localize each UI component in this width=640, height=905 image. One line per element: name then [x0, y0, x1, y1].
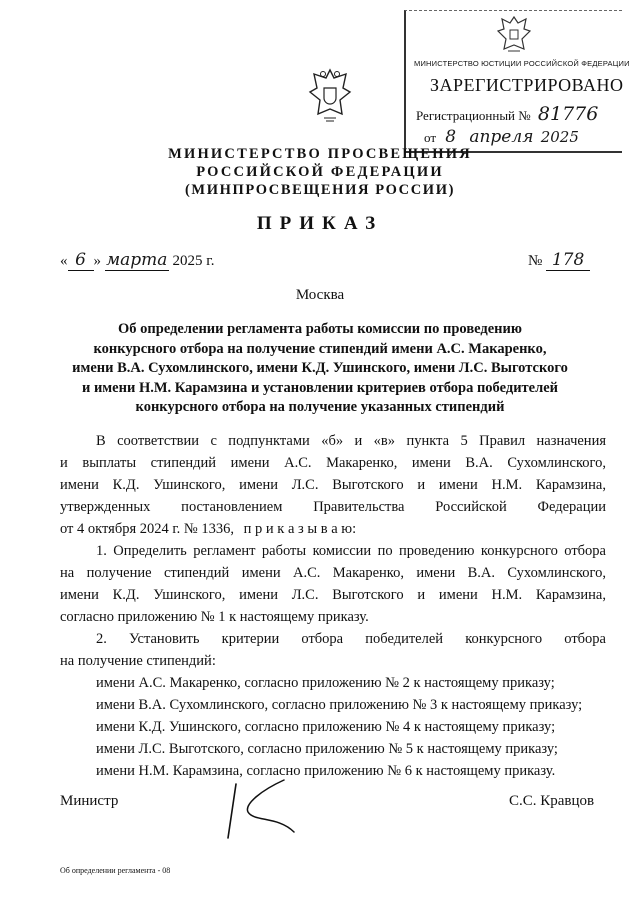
city: Москва [295, 287, 345, 303]
order-date [60, 250, 214, 271]
preamble-reference: от 4 октября 2024 г. № 1336, [60, 521, 235, 537]
number-label: № [528, 253, 543, 269]
item-line: 2. Установить критерии отбора победителей конкурсного отбора [96, 631, 606, 647]
date-quote-close: » [93, 253, 101, 269]
stamp-ministry: МИНИСТЕРСТВО ЮСТИЦИИ РОССИЙСКОЙ ФЕДЕРАЦИИ [414, 59, 630, 68]
item-line: на получение стипендий: [60, 653, 216, 669]
coat-of-arms-icon [306, 66, 354, 124]
order-number [528, 250, 590, 271]
signatory-name: С.С. Кравцов [509, 793, 595, 809]
criteria-item: имени Н.М. Карамзина, согласно приложению № 6 к настоящему приказу. [96, 763, 556, 779]
order-verb: п р и к а з ы в а ю: [243, 521, 357, 537]
criteria-item: имени К.Д. Ушинского, согласно приложению № 4 к настоящему приказу; [96, 719, 556, 735]
title-line: и имени Н.М. Карамзина и установлении критериев отбора победителей [81, 379, 559, 396]
stamp-reg-number: 81776 [537, 103, 599, 125]
signatory-position: Министр [60, 793, 119, 809]
ministry-short-name: (МИНПРОСВЕЩЕНИЯ РОССИИ) [185, 182, 455, 198]
number-value: 178 [546, 250, 590, 271]
stamp-date-day: 8 [445, 127, 457, 147]
preamble-line: и выплаты стипендий имени А.С. Макаренко, имени В.А. Сухомлинского, [60, 455, 606, 471]
stamp-status: ЗАРЕГИСТРИРОВАНО [430, 75, 624, 95]
item-line: имени К.Д. Ушинского, имени Л.С. Выготского и имени Н.М. Карамзина, [60, 587, 606, 603]
criteria-item: имени В.А. Сухомлинского, согласно приложению № 3 к настоящему приказу; [96, 697, 583, 713]
title-line: конкурсного отбора на получение стипендий имени А.С. Макаренко, [93, 340, 547, 357]
item-line: согласно приложению № 1 к настоящему приказу. [60, 609, 369, 625]
item-line: 1. Определить регламент работы комиссии по проведению конкурсного отбора [96, 543, 606, 559]
preamble [60, 430, 606, 540]
stamp-date-prefix: от [424, 130, 437, 145]
stamp-reg-label: Регистрационный № [416, 108, 531, 123]
footer-note: Об определении регламента - 08 [60, 866, 171, 875]
date-quote-open: « [60, 253, 68, 269]
stamp-date-month: апреля [469, 127, 534, 147]
title-line: конкурсного отбора на получение указанных стипендий [135, 399, 505, 415]
stamp-date [424, 127, 579, 147]
preamble-last-line [60, 518, 606, 540]
preamble-line: имени К.Д. Ушинского, имени Л.С. Выготского и имени Н.М. Карамзина, [60, 477, 606, 493]
stamp-registration [416, 103, 598, 125]
item-line: на получение стипендий имени А.С. Макаренко, имени В.А. Сухомлинского, [60, 565, 606, 581]
title-line: имени В.А. Сухомлинского, имени К.Д. Ушинского, имени Л.С. Выготского [72, 360, 568, 376]
date-year: 2025 г. [172, 253, 215, 269]
ministry-name-line1: МИНИСТЕРСТВО ПРОСВЕЩЕНИЯ [168, 146, 472, 162]
registration-stamp [404, 10, 630, 153]
eagle-emblem-icon [494, 13, 534, 57]
criteria-item: имени Л.С. Выготского, согласно приложению № 5 к настоящему приказу; [96, 741, 558, 757]
order-title [0, 320, 640, 418]
signature-icon [214, 774, 304, 844]
title-line: Об определении регламента работы комиссии по проведению [118, 321, 522, 337]
order-item-1 [60, 540, 606, 628]
preamble-line: утвержденных постановлением Правительства Российской Федерации [60, 499, 606, 515]
stamp-date-year: 2025 [540, 128, 579, 146]
criteria-item: имени А.С. Макаренко, согласно приложению № 2 к настоящему приказу; [96, 675, 555, 691]
ministry-name-line2: РОССИЙСКОЙ ФЕДЕРАЦИИ [196, 164, 444, 180]
date-day: 6 [68, 250, 94, 271]
preamble-line: В соответствии с подпунктами «б» и «в» пункта 5 Правил назначения [96, 433, 606, 449]
date-month: марта [106, 250, 168, 270]
order-item-2 [60, 628, 606, 782]
document-type: ПРИКАЗ [256, 213, 384, 234]
